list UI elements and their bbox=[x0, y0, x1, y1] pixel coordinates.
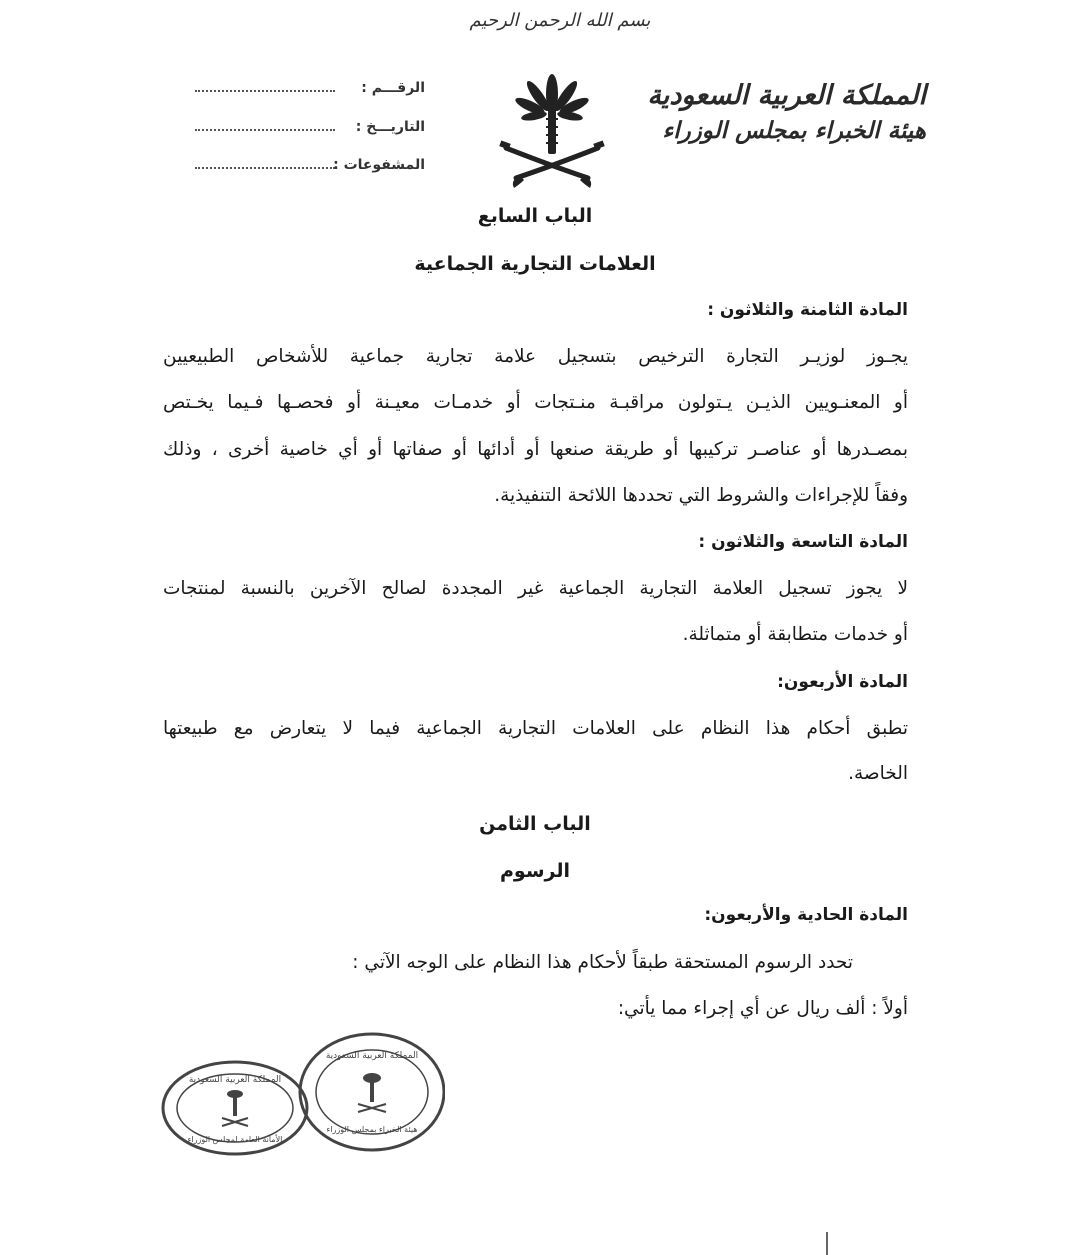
saudi-emblem-icon bbox=[492, 66, 612, 192]
article38-title: المادة الثامنة والثلاثون : bbox=[707, 300, 908, 320]
article38-line4: وفقاً للإجراءات والشروط التي تحددها اللائحة التنفيذية. bbox=[494, 485, 908, 506]
reference-number-field bbox=[195, 80, 425, 102]
org-name-line2: هيئة الخبراء بمجلس الوزراء bbox=[662, 118, 926, 144]
svg-text:الأمانة العامة لمجلس الوزراء: الأمانة العامة لمجلس الوزراء bbox=[187, 1135, 283, 1144]
article41-line1: تحدد الرسوم المستحقة طبقاً لأحكام هذا النظام على الوجه الآتي : bbox=[352, 952, 853, 973]
article38-line1: يجـوز لوزيـر التجارة الترخيص بتسجيل علامة تجارية جماعية للأشخاص الطبيعيين bbox=[163, 346, 908, 367]
svg-text:المملكة العربية السعودية: المملكة العربية السعودية bbox=[325, 1051, 419, 1061]
svg-text:هيئة الخبراء بمجلس الوزراء: هيئة الخبراء بمجلس الوزراء bbox=[326, 1125, 418, 1134]
article39-title: المادة التاسعة والثلاثون : bbox=[698, 532, 908, 552]
left-stamp bbox=[163, 1062, 307, 1154]
article39-line1: لا يجوز تسجيل العلامة التجارية الجماعية غير المجددة لصالح الآخرين بالنسبة لمنتجات bbox=[163, 578, 908, 599]
article38-line3: بمصـدرها أو عناصـر تركيبها أو طريقة صنعها أو أدائها أو صفاتها أو أي خاصية أخرى ، وذلك bbox=[163, 439, 908, 460]
page-corner-mark bbox=[820, 1232, 834, 1255]
article40-line1: تطبق أحكام هذا النظام على العلامات التجارية الجماعية فيما لا يتعارض مع طبيعتها bbox=[163, 718, 908, 739]
date-field bbox=[195, 119, 425, 141]
article41-title: المادة الحادية والأربعون: bbox=[704, 905, 908, 925]
svg-text:المملكة العربية السعودية: المملكة العربية السعودية bbox=[188, 1075, 282, 1085]
official-stamps bbox=[160, 1030, 445, 1160]
article40-line2: الخاصة. bbox=[848, 763, 908, 784]
date-dots bbox=[195, 129, 335, 131]
chapter8-subtitle: الرسوم bbox=[500, 860, 570, 882]
attachments-label: المشفوعات : bbox=[333, 157, 425, 173]
article39-line2: أو خدمات متطابقة أو متماثلة. bbox=[682, 624, 908, 645]
date-label: التاريـــخ : bbox=[355, 119, 425, 135]
basmala: بسم الله الرحمن الرحيم bbox=[469, 10, 651, 31]
reference-number-dots bbox=[195, 90, 335, 92]
organization-header bbox=[626, 78, 926, 148]
article41-line2: أولاً : ألف ريال عن أي إجراء مما يأتي: bbox=[617, 998, 908, 1019]
article40-title: المادة الأربعون: bbox=[777, 672, 908, 692]
attachments-field bbox=[195, 157, 425, 179]
right-stamp bbox=[300, 1034, 444, 1150]
attachments-dots bbox=[195, 167, 335, 169]
chapter8-title: الباب الثامن bbox=[479, 813, 591, 835]
reference-number-label: الرقـــم : bbox=[361, 80, 425, 96]
chapter7-title: الباب السابع bbox=[477, 205, 593, 227]
org-name-line1: المملكة العربية السعودية bbox=[647, 80, 926, 111]
chapter7-subtitle: العلامات التجارية الجماعية bbox=[414, 253, 656, 275]
article38-line2: أو المعنـويين الذيـن يـتولون مراقبـة منـتجات أو خدمـات معيـنة أو فحصـها فـيما يخـتص bbox=[163, 392, 908, 413]
